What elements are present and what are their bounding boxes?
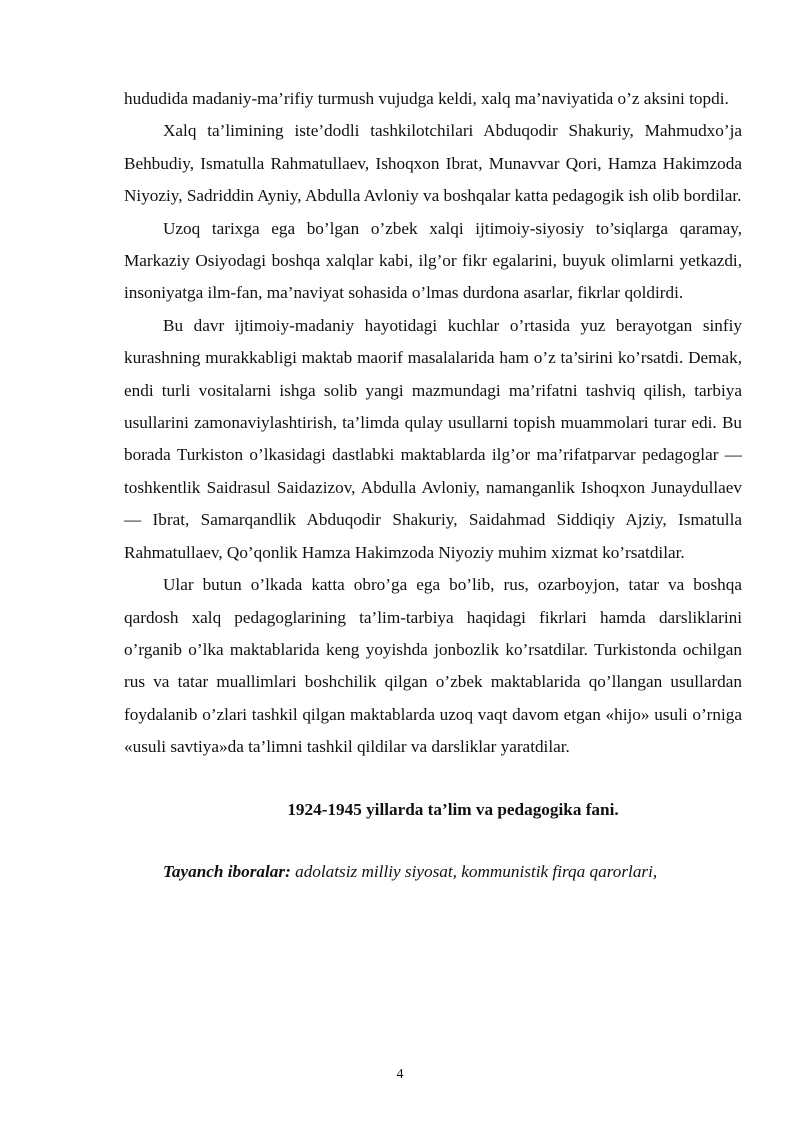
paragraph-teachers-authority: Ular butun o’lkada katta obro’ga ega bo’lib, rus, ozarboyjon, tatar va boshqa qardosh xalq pedagoglarining ta’lim-tarbiya haqidagi fikrlari hamda darsliklarini o’rganib o’lka maktablarida keng yoyishda jonbozlik ko’rsatdilar. Turkistonda ochilgan rus va tatar muallimlari boshchilik qilgan o’zbek maktablarida qo’llangan usullardan foydalanib o’zlari tashkil qilgan maktablarda uzoq vaqt davom etgan «hijo» usuli o’rniga «usuli savtiya»da ta’limni tashkil qildilar va darsliklar yaratdilar. — [124, 575, 742, 757]
section-heading: 1924-1945 yillarda ta’lim va pedagogika fani. — [287, 799, 619, 819]
keywords-text: adolatsiz milliy siyosat, kommunistik firqa qarorlari, — [290, 861, 658, 881]
paragraph-continuation: hududida madaniy-ma’rifiy turmush vujudga keldi, xalq ma’naviyatida o’z aksini topdi. — [124, 89, 729, 108]
page-number: 4 — [396, 1067, 404, 1082]
keywords-paragraph — [124, 856, 742, 888]
page-body — [124, 83, 742, 888]
paragraph-class-struggle: Bu davr ijtimoiy-madaniy hayotidagi kuchlar o’rtasida yuz berayotgan sinfiy kurashning murakkabligi maktab maorif masalalarida ham o’z ta’sirini ko’rsatdi. Demak, endi turli vositalarni ishga solib yangi mazmundagi ma’rifatni tashviq qilish, tarbiya usullarini zamonaviylashtirish, ta’limda qulay usullarni topish muammolari turar edi. Bu borada Turkiston o’lkasidagi dastlabki maktablarda ilg’or ma’rifatparvar pedagoglar — toshkentlik Saidrasul Saidazizov, Abdulla Avloniy, namanganlik Ishoqxon Junaydullaev — Ibrat, Samarqandlik Abduqodir Shakuriy, Saidahmad Siddiqiy Ajziy, Ismatulla Rahmatullaev, Qo’qonlik Hamza Hakimzoda Niyoziy muhim xizmat ko’rsatdilar. — [124, 315, 742, 562]
keywords-label: Tayanch iboralar: — [163, 861, 291, 881]
paragraph-uzbek-history: Uzoq tarixga ega bo’lgan o’zbek xalqi ijtimoiy-siyosiy to’siqlarga qaramay, Markaziy Osiyodagi boshqa xalqlar kabi, ilg’or fikr egalarini, buyuk olimlarni yetkazdi, insoniyatga ilm-fan, ma’naviyat sohasida o’lmas durdona asarlar, fikrlar qoldirdi. — [124, 218, 742, 303]
paragraph-organizers: Xalq ta’limining iste’dodli tashkilotchilari Abduqodir Shakuriy, Mahmudxo’ja Behbudiy, Ismatulla Rahmatullaev, Ishoqxon Ibrat, Munavvar Qori, Hamza Hakimzoda Niyoziy, Sadriddin Ayniy, Abdulla Avloniy va boshqalar katta pedagogik ish olib bordilar. — [124, 121, 742, 206]
